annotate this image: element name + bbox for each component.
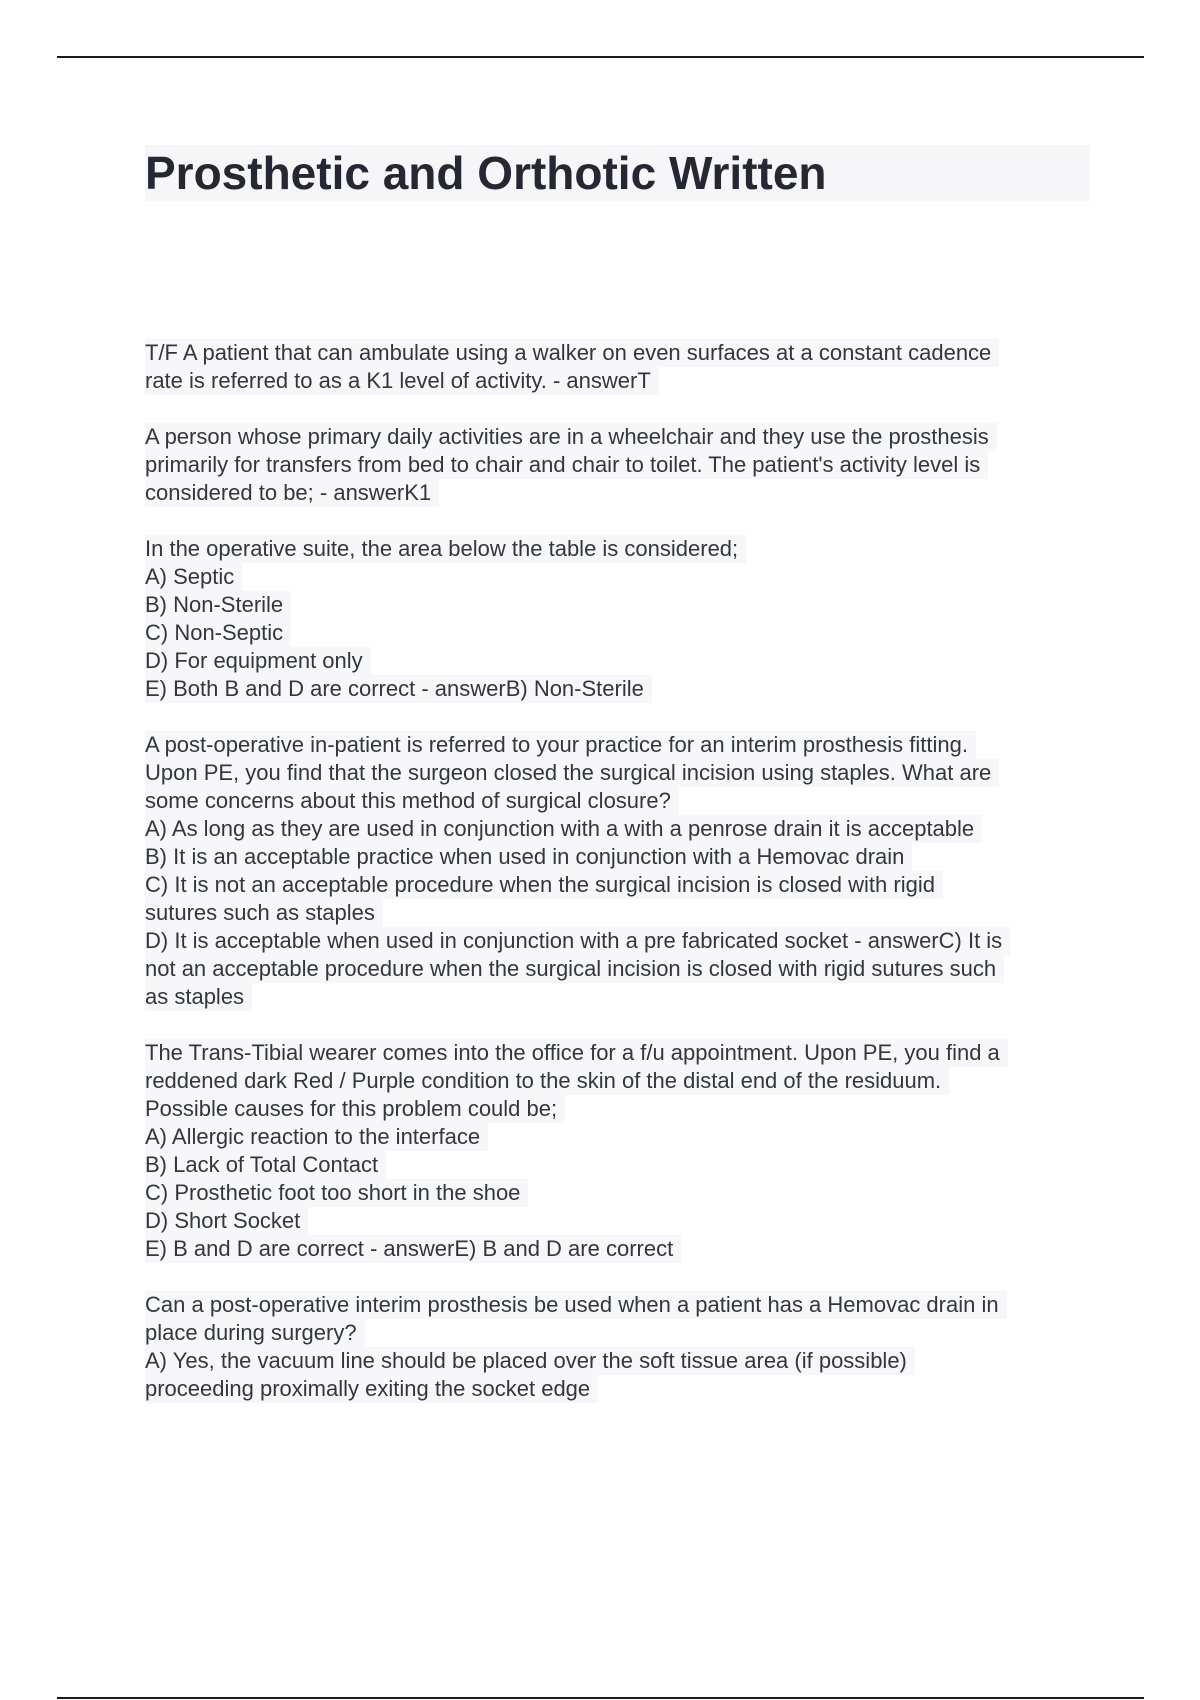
qa-line: B) Non-Sterile	[145, 591, 291, 619]
qa-line: D) It is acceptable when used in conjunction with a pre fabricated socket - answerC) It is	[145, 927, 1010, 955]
qa-line: T/F A patient that can ambulate using a walker on even surfaces at a constant cadence	[145, 339, 999, 367]
qa-item	[145, 1291, 1105, 1403]
qa-line: B) Lack of Total Contact	[145, 1151, 386, 1179]
qa-line: primarily for transfers from bed to chair and chair to toilet. The patient's activity level is	[145, 451, 988, 479]
qa-item	[145, 423, 1105, 507]
qa-line: rate is referred to as a K1 level of activity. - answerT	[145, 367, 659, 395]
document-title: Prosthetic and Orthotic Written	[145, 147, 827, 199]
qa-line: C) It is not an acceptable procedure when the surgical incision is closed with rigid	[145, 871, 943, 899]
qa-line: A) As long as they are used in conjunction with a with a penrose drain it is acceptable	[145, 815, 982, 843]
qa-line: some concerns about this method of surgical closure?	[145, 787, 679, 815]
bottom-rule	[57, 1697, 1144, 1699]
qa-line: sutures such as staples	[145, 899, 383, 927]
qa-line: as staples	[145, 983, 252, 1011]
qa-item	[145, 731, 1105, 1011]
top-rule	[57, 56, 1144, 58]
qa-line: The Trans-Tibial wearer comes into the office for a f/u appointment. Upon PE, you find a	[145, 1039, 1008, 1067]
qa-item	[145, 1039, 1105, 1263]
qa-line: not an acceptable procedure when the surgical incision is closed with rigid sutures such	[145, 955, 1004, 983]
qa-line: C) Non-Septic	[145, 619, 291, 647]
qa-line: Can a post-operative interim prosthesis be used when a patient has a Hemovac drain in	[145, 1291, 1007, 1319]
qa-line: A post-operative in-patient is referred to your practice for an interim prosthesis fitting.	[145, 731, 976, 759]
qa-line: Upon PE, you find that the surgeon closed the surgical incision using staples. What are	[145, 759, 999, 787]
qa-line: place during surgery?	[145, 1319, 365, 1347]
qa-line: E) B and D are correct - answerE) B and D are correct	[145, 1235, 681, 1263]
qa-line: E) Both B and D are correct - answerB) Non-Sterile	[145, 675, 652, 703]
qa-line: considered to be; - answerK1	[145, 479, 439, 507]
qa-line: reddened dark Red / Purple condition to the skin of the distal end of the residuum.	[145, 1067, 949, 1095]
qa-item	[145, 535, 1105, 703]
qa-line: proceeding proximally exiting the socket edge	[145, 1375, 598, 1403]
qa-line: Possible causes for this problem could be;	[145, 1095, 565, 1123]
qa-line: A) Yes, the vacuum line should be placed over the soft tissue area (if possible)	[145, 1347, 915, 1375]
qa-line: B) It is an acceptable practice when used in conjunction with a Hemovac drain	[145, 843, 912, 871]
qa-line: In the operative suite, the area below the table is considered;	[145, 535, 746, 563]
qa-line: D) For equipment only	[145, 647, 371, 675]
qa-line: D) Short Socket	[145, 1207, 308, 1235]
qa-item	[145, 339, 1105, 395]
qa-list	[145, 339, 1105, 1431]
qa-line: A) Septic	[145, 563, 242, 591]
qa-line: A person whose primary daily activities are in a wheelchair and they use the prosthesis	[145, 423, 997, 451]
qa-line: A) Allergic reaction to the interface	[145, 1123, 488, 1151]
qa-line: C) Prosthetic foot too short in the shoe	[145, 1179, 528, 1207]
